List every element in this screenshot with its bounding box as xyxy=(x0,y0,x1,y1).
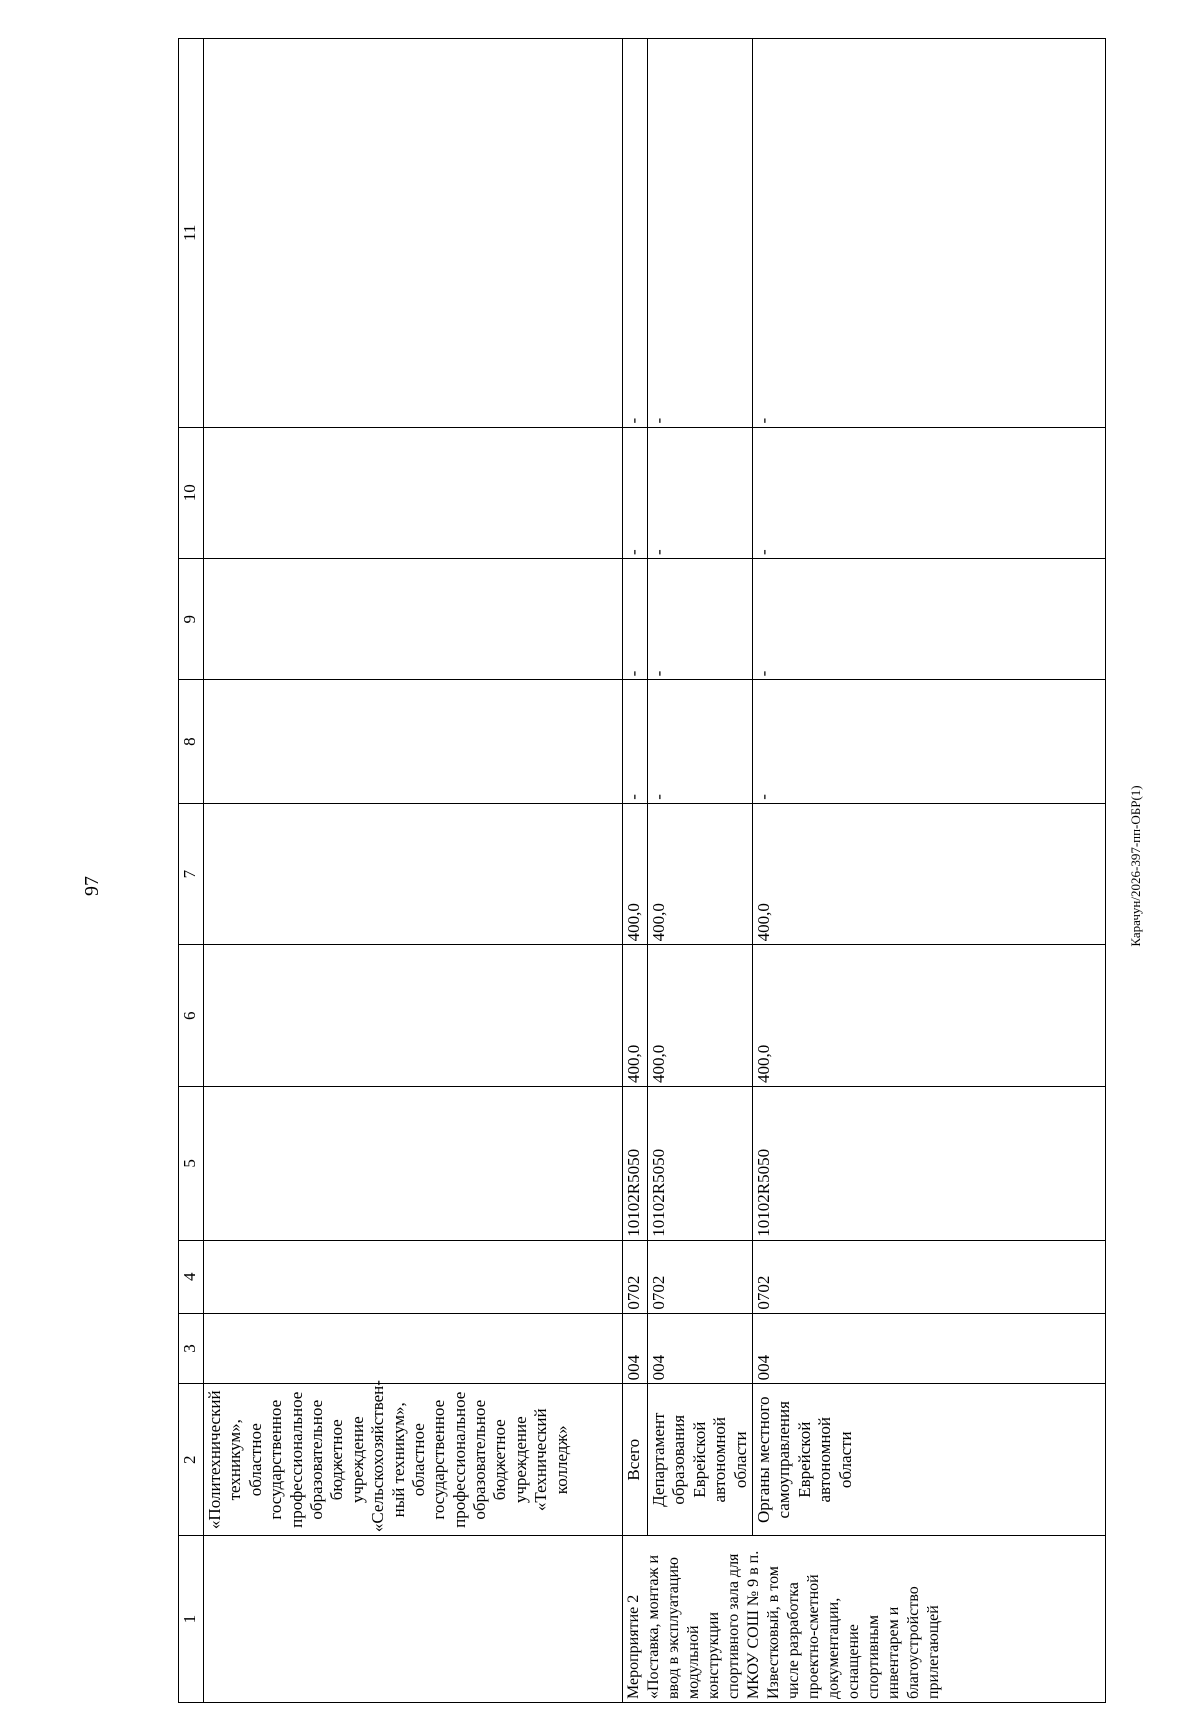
target-code: 10102R5050 xyxy=(648,1087,753,1241)
col-number-7: 7 xyxy=(179,803,204,945)
value-cell: - xyxy=(752,680,1105,803)
value-cell: - xyxy=(648,427,753,559)
value-cell: - xyxy=(648,39,753,428)
executor-cell: Департамент образования Еврейской автономной области xyxy=(648,1384,753,1536)
empty-cell xyxy=(204,680,623,803)
empty-cell xyxy=(204,1536,623,1703)
column-number-row xyxy=(179,39,204,1703)
page-number: 97 xyxy=(80,876,103,896)
col-number-6: 6 xyxy=(179,945,204,1087)
grbs-code: 004 xyxy=(623,1313,648,1384)
amount-total: 400,0 xyxy=(752,945,1105,1087)
col-number-4: 4 xyxy=(179,1240,204,1313)
amount-total: 400,0 xyxy=(648,945,753,1087)
col-number-9: 9 xyxy=(179,559,204,680)
amount-total: 400,0 xyxy=(623,945,648,1087)
section-code: 0702 xyxy=(648,1240,753,1313)
executor-cell: Всего xyxy=(623,1384,648,1536)
empty-cell xyxy=(204,1313,623,1384)
value-cell: - xyxy=(623,680,648,803)
amount-year: 400,0 xyxy=(648,803,753,945)
budget-table xyxy=(178,38,1106,1703)
table-row-local-government xyxy=(752,39,1105,1703)
value-cell: - xyxy=(623,39,648,428)
col-number-1: 1 xyxy=(179,1536,204,1703)
empty-cell xyxy=(204,427,623,559)
value-cell: - xyxy=(752,39,1105,428)
section-code: 0702 xyxy=(752,1240,1105,1313)
section-code: 0702 xyxy=(623,1240,648,1313)
value-cell: - xyxy=(648,680,753,803)
target-code: 10102R5050 xyxy=(752,1087,1105,1241)
target-code: 10102R5050 xyxy=(623,1087,648,1241)
empty-cell xyxy=(204,1087,623,1241)
continuation-row xyxy=(204,39,623,1703)
amount-year: 400,0 xyxy=(752,803,1105,945)
empty-cell xyxy=(204,39,623,428)
value-cell: - xyxy=(648,559,753,680)
executor-continuation: «Политехнический техникум», областное государственное профессиональное образовательное бюджетное учреждение «Сельскохозяйствен-ный техникум», областное государственное профессиональное образовательное бюджетное учреждение «Технический колледж» xyxy=(204,1384,623,1536)
col-number-10: 10 xyxy=(179,427,204,559)
activity-description: Мероприятие 2 «Поставка, монтаж и ввод в эксплуатацию модульной конструкции спортивного зала для МКОУ СОШ № 9 в п. Известковый, в том числе разработка проектно-сметной документации, оснащение спортивным инвентарем и благоустройство прилегающей xyxy=(623,1536,1106,1703)
empty-cell xyxy=(204,1240,623,1313)
rotated-table-frame xyxy=(178,38,1120,1703)
table-row-total xyxy=(623,39,648,1703)
table-row-department xyxy=(648,39,753,1703)
amount-year: 400,0 xyxy=(623,803,648,945)
value-cell: - xyxy=(623,427,648,559)
executor-cell: Органы местного самоуправления Еврейской автономной области xyxy=(752,1384,1105,1536)
value-cell: - xyxy=(623,559,648,680)
grbs-code: 004 xyxy=(752,1313,1105,1384)
empty-cell xyxy=(204,559,623,680)
col-number-5: 5 xyxy=(179,1087,204,1241)
col-number-3: 3 xyxy=(179,1313,204,1384)
document-code: Карачун/2026-397-пп-ОБР(1) xyxy=(1128,785,1143,947)
table-container xyxy=(178,38,1120,1703)
value-cell: - xyxy=(752,559,1105,680)
grbs-code: 004 xyxy=(648,1313,753,1384)
col-number-8: 8 xyxy=(179,680,204,803)
col-number-2: 2 xyxy=(179,1384,204,1536)
col-number-11: 11 xyxy=(179,39,204,428)
value-cell: - xyxy=(752,427,1105,559)
empty-cell xyxy=(204,803,623,945)
empty-cell xyxy=(204,945,623,1087)
